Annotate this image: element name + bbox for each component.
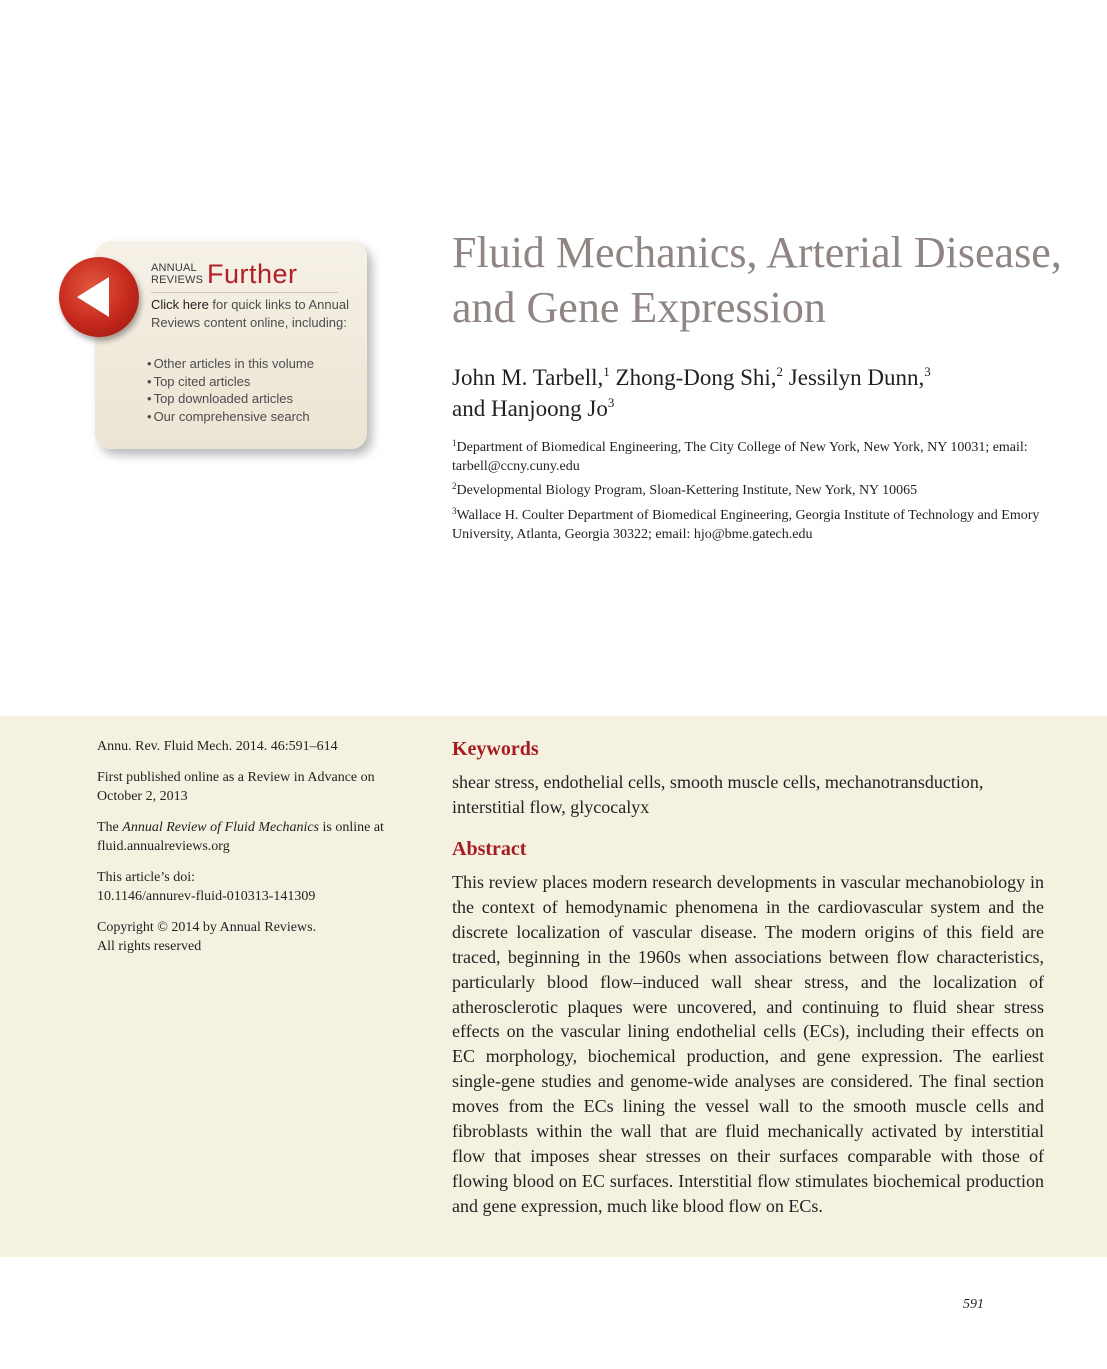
link-top-downloaded[interactable]: • Top downloaded articles [147,390,314,408]
back-arrow-icon[interactable] [59,257,139,337]
doi-block [97,868,417,906]
online-prefix: The [97,820,123,835]
affiliation-text: Developmental Biology Program, Sloan-Kettering Institute, New York, NY 10065 [456,483,918,498]
author-affiliation-mark: 2 [776,364,784,379]
author-affiliation-mark: 3 [924,364,931,379]
affiliation-number: 3 [452,506,457,516]
abstract-text: This review places modern research developments in vascular mechanobiology in the context of hemodynamic phenomena in the cardiovascular system and the discrete localization of vascular disease. The modern origins of this field are traced, beginning in the 1960s when associations between flow characteristics, particularly blood flow–induced wall shear stress, and the localization of atherosclerotic plaques were uncovered, and continuing to fluid shear stress effects on the vascular lining endothelial cells (ECs), including their effects on EC morphology, biochemical production, and gene expression. The earliest single-gene studies and genome-wide analyses are considered. The final section moves from the ECs lining the vessel wall to the smooth muscle cells and fibroblasts within the wall that are fluid mechanically activated by interstitial flow that imposes shear stresses on their surfaces comparable with those of flowing blood on EC surfaces. Interstitial flow stimulates biochemical production and gene expression, much like blood flow on ECs. [452,872,1044,1216]
copyright: Copyright © 2014 by Annual Reviews. [97,920,317,935]
link-comprehensive-search[interactable]: • Our comprehensive search [147,408,314,426]
affiliation [452,439,1052,476]
author-name: John M. Tarbell, [452,365,604,390]
copyright-block [97,918,417,956]
author-name: Zhong-Dong Shi, [615,365,777,390]
page-number: 591 [963,1297,984,1312]
first-published: First published online as a Review in Advance on October 2, 2013 [97,770,375,804]
keywords-heading: Keywords [452,738,539,760]
link-top-cited[interactable]: • Top cited articles [147,373,314,391]
affiliation-number: 2 [452,481,457,491]
citation: Annu. Rev. Fluid Mech. 2014. 46:591–614 [97,739,338,754]
further-description-text: for quick links to Annual Reviews content online, including: [151,297,349,330]
keywords-text: shear stress, endothelial cells, smooth muscle cells, mechanotransduction, interstitial flow, glycocalyx [452,772,984,817]
author-affiliation-mark: 1 [603,364,610,379]
further-header [151,259,341,292]
further-description [151,296,356,331]
affiliation [452,482,1052,501]
further-title: Further [207,259,298,289]
click-here-link[interactable]: Click here [151,297,209,312]
doi-value[interactable]: 10.1146/annurev-fluid-010313-141309 [97,889,316,904]
further-divider [151,292,338,293]
doi-label: This article’s doi: [97,870,195,885]
online-suffix: is online at fluid.annualreviews.org [97,820,384,854]
affiliation-text: Wallace H. Coulter Department of Biomedical Engineering, Georgia Institute of Technology and Emory University, Atlanta, Georgia 30322; email: hjo@bme.gatech.edu [452,508,1040,542]
annual-reviews-logo-text: ANNUAL REVIEWS [151,262,204,286]
affiliation-text: Department of Biomedical Engineering, The City College of New York, New York, NY 10031; email: tarbell@ccny.cuny.edu [452,440,1028,474]
link-other-articles[interactable]: • Other articles in this volume [147,355,314,373]
author-name: Jessilyn Dunn, [788,365,925,390]
journal-online-note [97,818,417,856]
author-list [452,362,1072,424]
affiliation [452,507,1052,544]
author-name: and Hanjoong Jo [452,396,608,421]
article-title: Fluid Mechanics, Arterial Disease, and Gene Expression [452,228,1062,332]
further-links-list [147,355,314,425]
abstract-heading: Abstract [452,838,527,860]
affiliation-number: 1 [452,438,457,448]
author-affiliation-mark: 3 [607,395,615,410]
rights: All rights reserved [97,939,202,954]
journal-name: Annual Review of Fluid Mechanics [122,820,319,835]
